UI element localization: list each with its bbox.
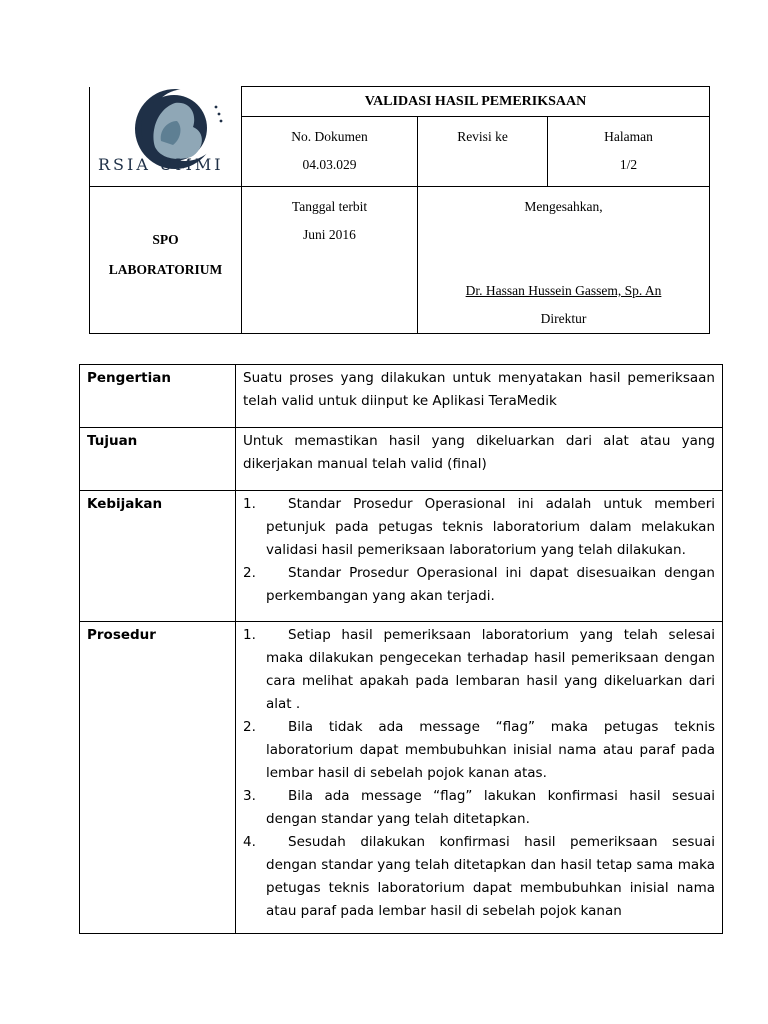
revisi-cell [418,117,548,187]
tanggal-terbit-value: Juni 2016 [303,227,356,242]
prosedur-label: Prosedur [80,622,236,934]
list-item [243,785,715,831]
tanggal-terbit-cell [242,187,418,334]
unit-label: LABORATORIUM [108,262,223,277]
list-item-text: Bila tidak ada message “flag” maka petugas teknis laboratorium dapat membubuhkan inisial nama atau paraf pada lembar hasil di sebelah pojok kanan atas. [266,719,715,781]
list-item-number: 2. [243,565,256,581]
list-item-text: Setiap hasil pemeriksaan laboratorium yang telah selesai maka dilakukan pengecekan terhadap hasil pemeriksaan dengan cara melihat apakah pada lembaran hasil yang dikeluarkan dari alat . [266,627,715,712]
kebijakan-list [243,493,715,608]
list-item [243,562,715,608]
no-dokumen-label: No. Dokumen [291,129,368,144]
list-item-number: 4. [243,834,256,850]
no-dokumen-value: 04.03.029 [302,157,357,172]
list-item-text: Bila ada message “flag” lakukan konfirmasi hasil sesuai dengan standar yang telah ditetapkan. [266,788,715,827]
signer-name: Dr. Hassan Hussein Gassem, Sp. An [465,283,662,298]
kebijakan-list-cell [236,491,723,622]
list-item-number: 3. [243,788,256,804]
list-item [243,716,715,785]
list-item-number: 1. [243,627,256,643]
revisi-label: Revisi ke [457,129,508,144]
document-title: VALIDASI HASIL PEMERIKSAAN [242,87,710,117]
list-item [243,493,715,562]
kebijakan-label: Kebijakan [80,491,236,622]
prosedur-list-cell [236,622,723,934]
mengesahkan-label: Mengesahkan, [524,199,603,214]
list-item-text: Sesudah dilakukan konfirmasi hasil pemeriksaan sesuai dengan standar yang telah ditetapkan dan hasil tetap sama maka petugas teknis laboratorium dapat membubuhkan inisial nama atau paraf pada lembar hasil di sebelah pojok kanan [266,834,715,919]
tanggal-terbit-label: Tanggal terbit [291,199,368,214]
no-dokumen-cell [242,117,418,187]
document-header-table [89,86,710,334]
halaman-cell [548,117,710,187]
list-item [243,624,715,716]
halaman-label: Halaman [604,129,653,144]
list-item-text: Standar Prosedur Operasional ini dapat disesuaikan dengan perkembangan yang akan terjadi. [266,565,715,604]
mengesahkan-cell [418,187,710,334]
spo-label: SPO [152,232,179,247]
list-item-number: 1. [243,496,256,512]
list-item [243,831,715,923]
tujuan-label: Tujuan [80,428,236,491]
spo-cell [90,187,242,334]
tujuan-text: Untuk memastikan hasil yang dikeluarkan dari alat atau yang dikerjakan manual telah valid (final) [236,428,723,491]
logo-cell [90,87,242,187]
signer-title: Direktur [540,311,587,326]
pengertian-label: Pengertian [80,365,236,428]
prosedur-list [243,624,715,923]
procedure-content-table [79,364,723,934]
list-item-number: 2. [243,719,256,735]
halaman-value: 1/2 [619,157,638,172]
list-item-text: Standar Prosedur Operasional ini adalah untuk memberi petunjuk pada petugas teknis laboratorium dalam melakukan validasi hasil pemeriksaan laboratorium yang telah dilakukan. [266,496,715,558]
pengertian-text: Suatu proses yang dilakukan untuk menyatakan hasil pemeriksaan telah valid untuk diinput ke Aplikasi TeraMedik [236,365,723,428]
logo-text: RSIA UMMI [98,154,224,174]
